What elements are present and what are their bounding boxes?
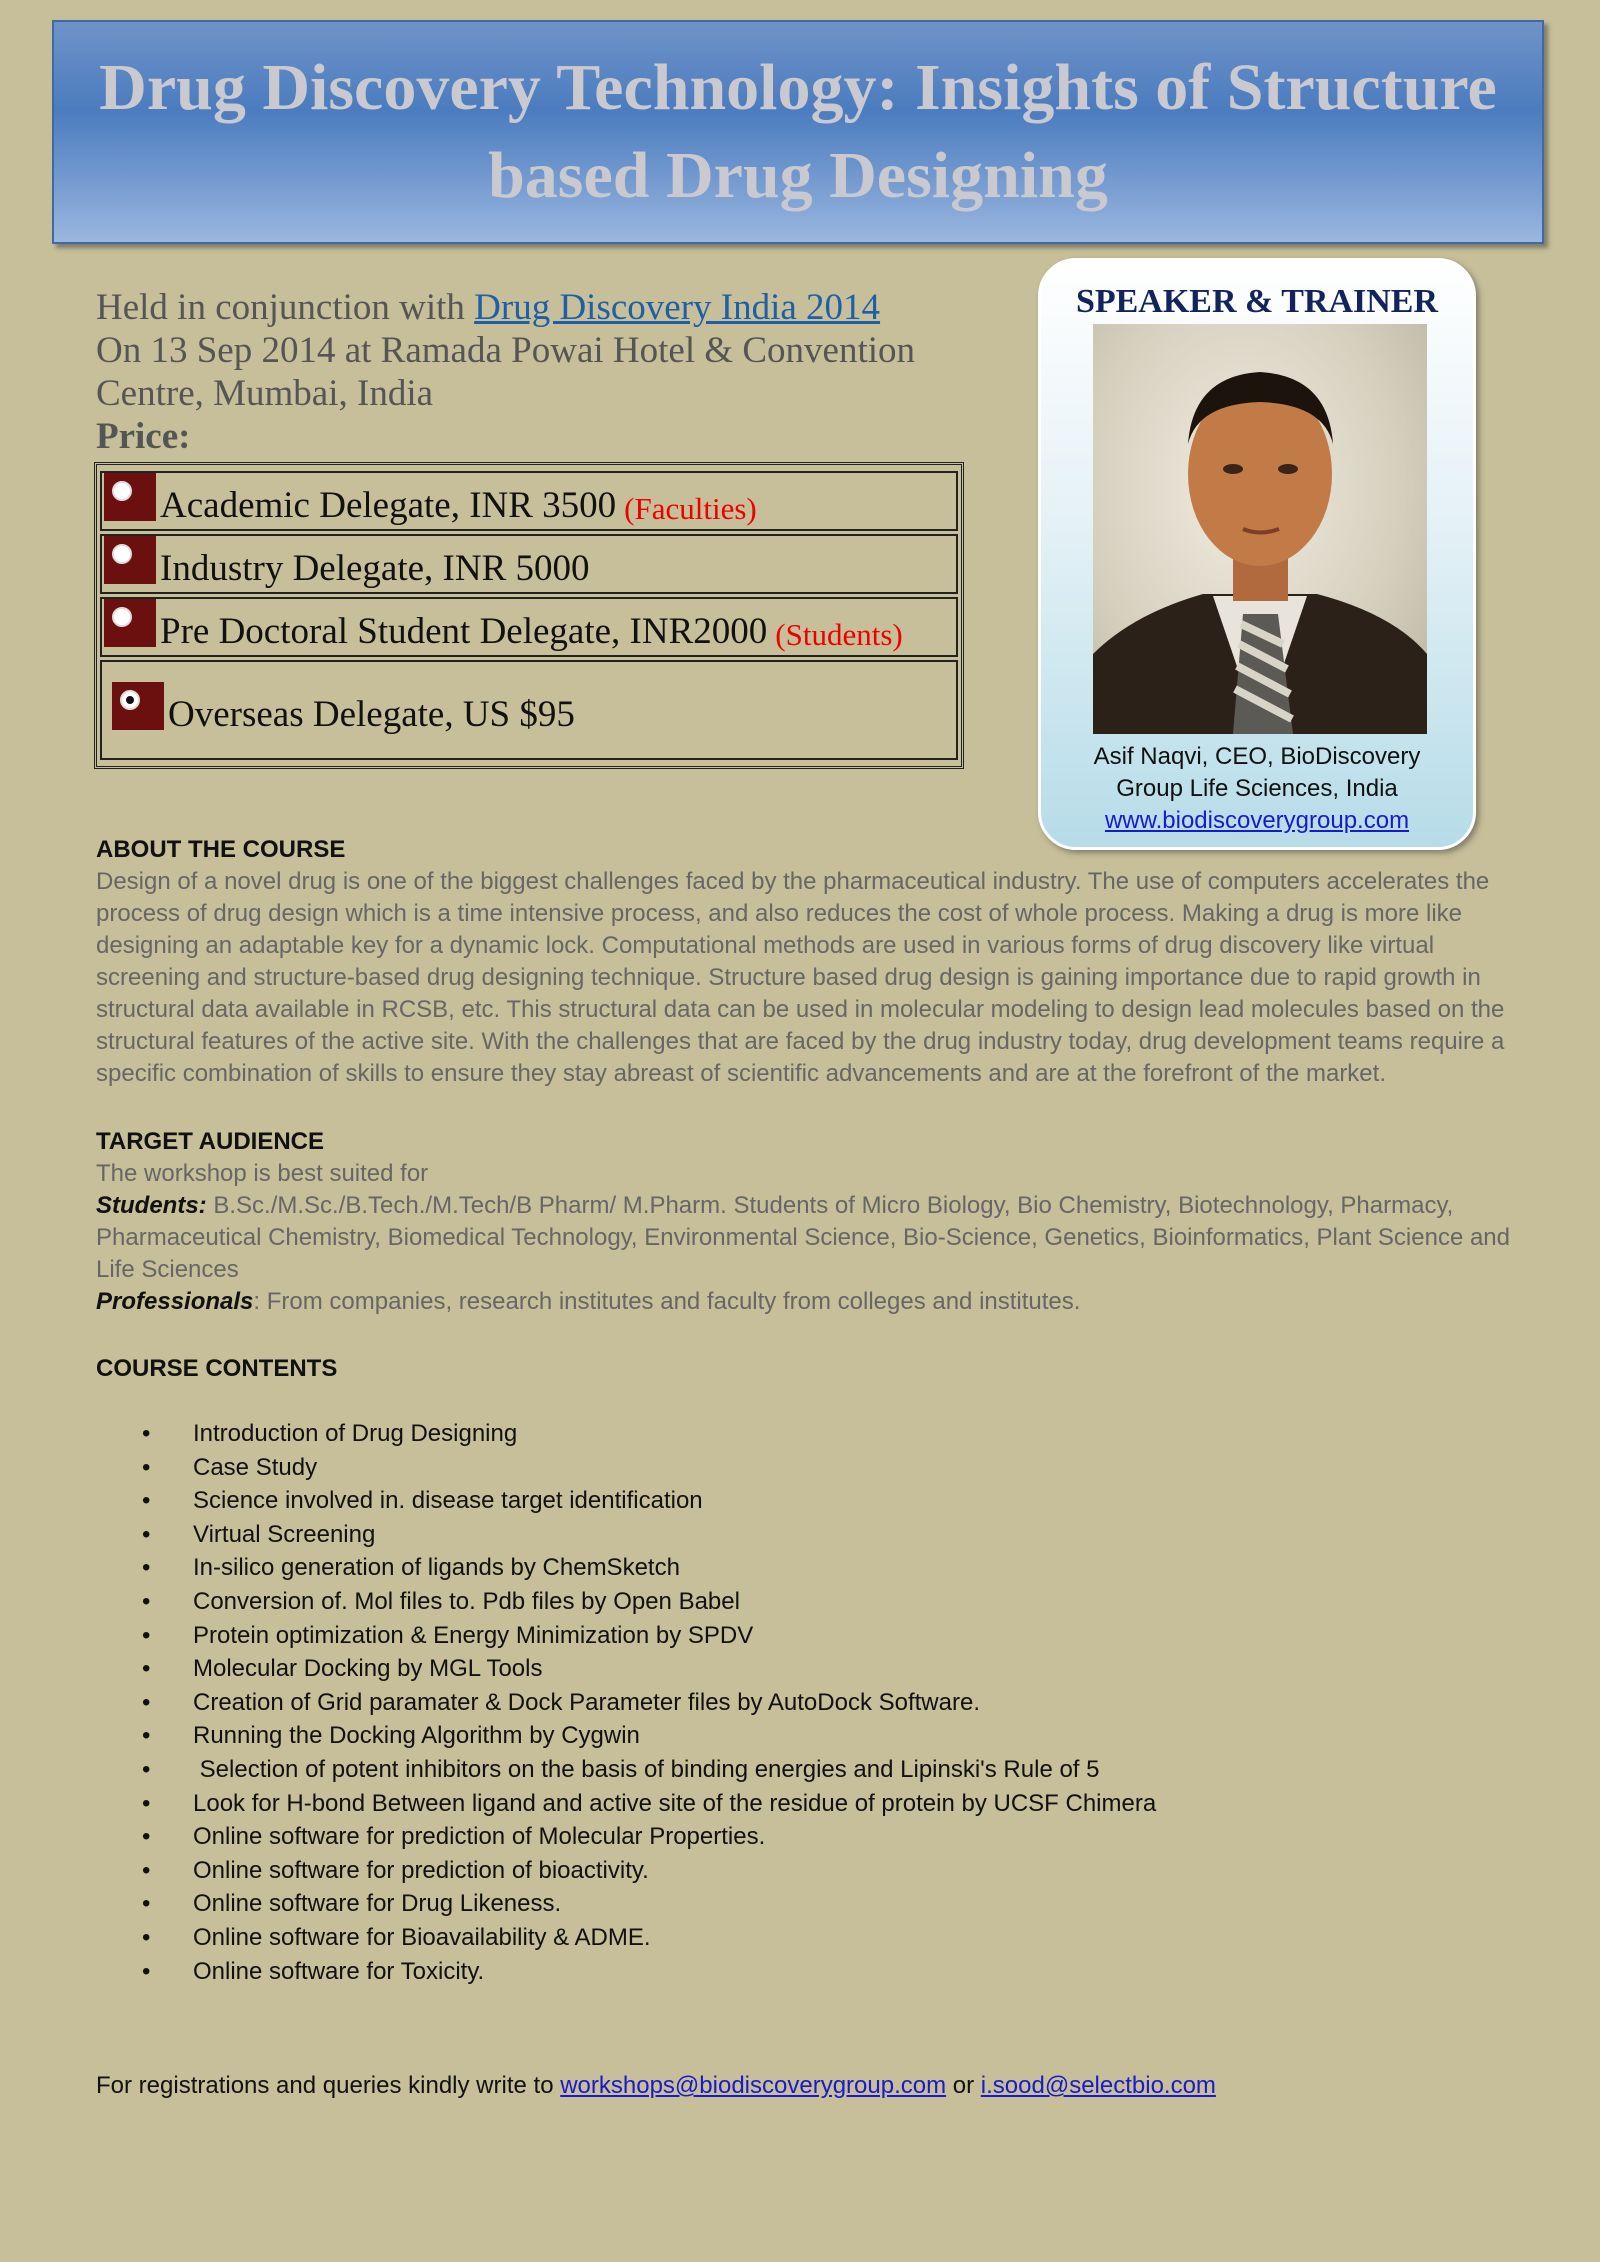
- title-banner: [52, 20, 1544, 244]
- price-option-note: (Students): [775, 617, 903, 652]
- event-intro: [96, 286, 996, 458]
- radio-icon[interactable]: [104, 473, 156, 521]
- list-item: • Running the Docking Algorithm by Cygwin: [96, 1719, 1396, 1753]
- price-option-student[interactable]: [100, 597, 958, 657]
- price-option-overseas[interactable]: [100, 660, 958, 760]
- list-item: • Protein optimization & Energy Minimization by SPDV: [96, 1619, 1396, 1653]
- audience-students: Students: B.Sc./M.Sc./B.Tech./M.Tech/B Pharm/ M.Pharm. Students of Micro Biology, Bio Chemistry, Biotechnology, Pharmacy, Pharmaceutical Chemistry, Biomedical Technology, Environmental Science, Bio-Science, Genetics, Bioinformatics, Plant Science and Life Sciences: [96, 1192, 1510, 1283]
- list-item: • Online software for Bioavailability & ADME.: [96, 1921, 1396, 1955]
- list-item: • Introduction of Drug Designing: [96, 1417, 1396, 1451]
- price-option-label: Pre Doctoral Student Delegate, INR2000: [160, 611, 768, 652]
- page-title: Drug Discovery Technology: Insights of Structure based Drug Designing: [99, 51, 1497, 212]
- selectbio-email-link[interactable]: i.sood@selectbio.com: [980, 2072, 1216, 2099]
- speaker-card: [1038, 258, 1476, 850]
- price-option-label: Industry Delegate, INR 5000: [160, 548, 590, 589]
- list-item: • In-silico generation of ligands by ChemSketch: [96, 1551, 1396, 1585]
- drug-discovery-india-link[interactable]: Drug Discovery India 2014: [474, 287, 881, 328]
- about-text: Design of a novel drug is one of the biggest challenges faced by the pharmaceutical industry. The use of computers accelerates the process of drug design which is a time intensive process, and also reduces the cost of whole process. Making a drug is more like designing an adaptable key for a dynamic lock. Computational methods are used in various forms of drug discovery like virtual screening and structure-based drug designing technique. Structure based drug design is gaining importance due to rapid growth in structural data available in RCSB, etc. This structural data can be used in molecular modeling to design lead molecules based on the structural features of the active site. With the challenges that are faced by the drug industry today, drug development teams require a specific combination of skills to ensure they stay abreast of scientific advancements and are at the forefront of the market.: [96, 868, 1505, 1087]
- speaker-photo: [1093, 324, 1427, 734]
- list-item: • Selection of potent inhibitors on the basis of binding energies and Lipinski's Rule of 5: [96, 1753, 1396, 1787]
- speaker-heading: SPEAKER & TRAINER: [1075, 283, 1439, 320]
- list-item: • Look for H-bond Between ligand and active site of the residue of protein by UCSF Chimera: [96, 1787, 1396, 1821]
- contents-list: [96, 1417, 1396, 1988]
- speaker-name: Asif Naqvi, CEO, BioDiscovery: [1093, 743, 1421, 770]
- list-item: • Conversion of. Mol files to. Pdb files by Open Babel: [96, 1585, 1396, 1619]
- speaker-portrait-icon: [1093, 324, 1427, 734]
- workshops-email-link[interactable]: workshops@biodiscoverygroup.com: [560, 2072, 947, 2099]
- held-line: Held in conjunction with Drug Discovery India 2014: [96, 287, 881, 328]
- price-option-label: Overseas Delegate, US $95: [168, 693, 575, 735]
- contents-heading: COURSE CONTENTS: [96, 1355, 338, 1382]
- speaker-caption: [1051, 741, 1463, 837]
- audience-professionals: Professionals: From companies, research institutes and faculty from colleges and institutes.: [96, 1288, 1081, 1315]
- speaker-website-link[interactable]: www.biodiscoverygroup.com: [1104, 807, 1410, 834]
- price-option-industry[interactable]: [100, 534, 958, 594]
- list-item: • Online software for prediction of bioactivity.: [96, 1854, 1396, 1888]
- radio-selected-icon[interactable]: [112, 682, 164, 730]
- about-heading: ABOUT THE COURSE: [96, 836, 346, 863]
- about-section: [96, 834, 1516, 1090]
- list-item: • Creation of Grid paramater & Dock Parameter files by AutoDock Software.: [96, 1686, 1396, 1720]
- speaker-org: Group Life Sciences, India: [1116, 775, 1398, 802]
- list-item: • Case Study: [96, 1451, 1396, 1485]
- list-item: • Online software for prediction of Molecular Properties.: [96, 1820, 1396, 1854]
- radio-icon[interactable]: [104, 536, 156, 584]
- audience-intro: The workshop is best suited for: [96, 1160, 429, 1187]
- date-line-2: Centre, Mumbai, India: [96, 373, 434, 414]
- radio-icon[interactable]: [104, 599, 156, 647]
- list-item: • Molecular Docking by MGL Tools: [96, 1652, 1396, 1686]
- course-contents: [96, 1355, 1396, 1985]
- price-option-label: Academic Delegate, INR 3500: [160, 485, 617, 526]
- list-item: • Online software for Toxicity.: [96, 1955, 1396, 1989]
- list-item: • Science involved in. disease target identification: [96, 1484, 1396, 1518]
- registration-footer: For registrations and queries kindly write to workshops@biodiscoverygroup.com or i.sood@selectbio.com: [96, 2072, 1216, 2099]
- audience-heading: TARGET AUDIENCE: [96, 1128, 324, 1155]
- date-line-1: On 13 Sep 2014 at Ramada Powai Hotel & Convention: [96, 330, 916, 371]
- list-item: • Virtual Screening: [96, 1518, 1396, 1552]
- audience-section: [96, 1126, 1516, 1318]
- list-item: • Online software for Drug Likeness.: [96, 1887, 1396, 1921]
- price-option-note: (Faculties): [624, 491, 757, 526]
- price-options: [94, 462, 964, 769]
- price-label: Price:: [96, 416, 191, 457]
- professionals-label: Professionals: [96, 1288, 254, 1315]
- price-option-academic[interactable]: [100, 471, 958, 531]
- students-label: Students:: [96, 1192, 207, 1219]
